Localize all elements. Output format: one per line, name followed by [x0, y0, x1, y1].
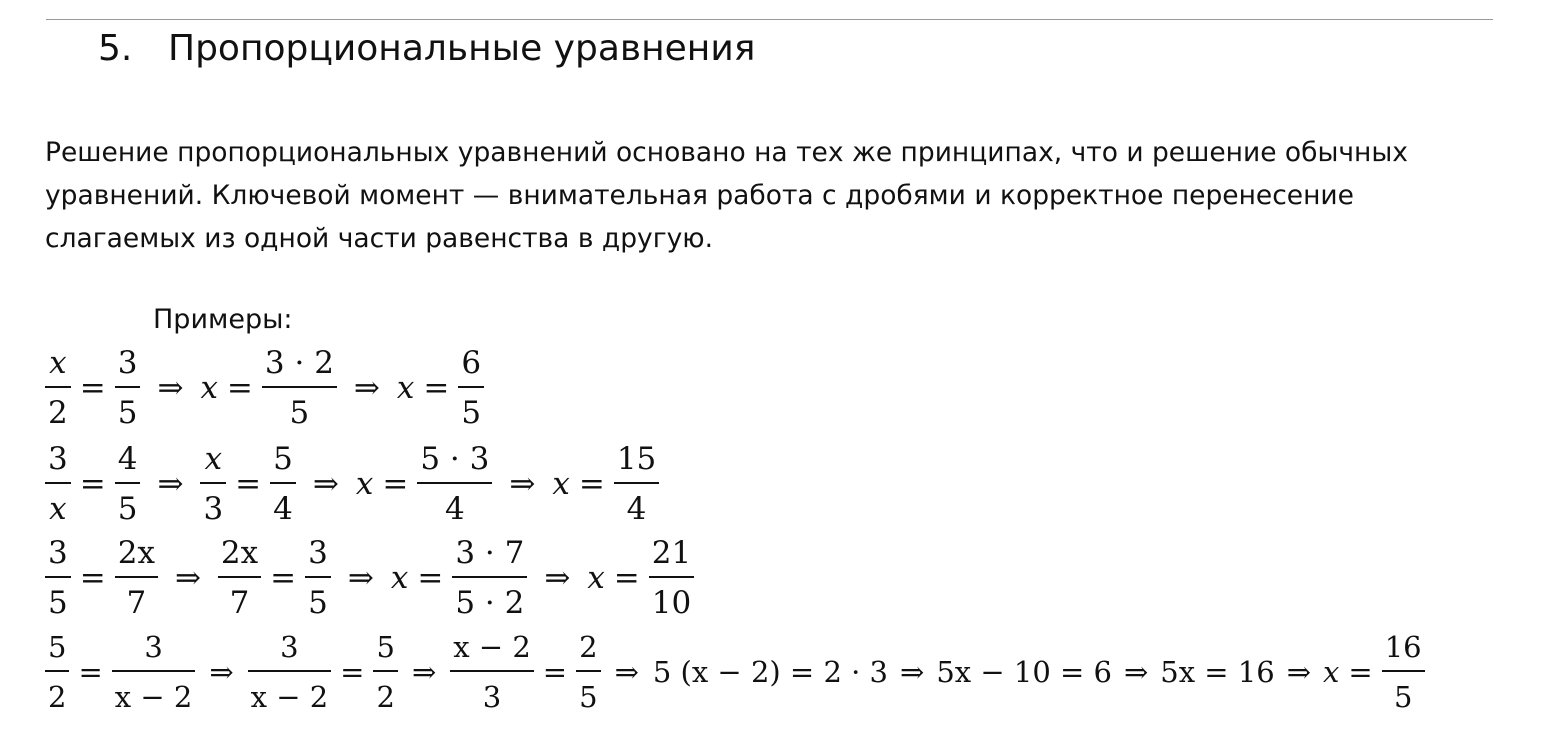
- denominator: 2: [48, 680, 67, 714]
- fraction-bar: [45, 576, 71, 578]
- numerator: 5: [273, 441, 293, 477]
- fraction: [248, 628, 332, 716]
- implies-arrow: ⇒: [614, 655, 639, 689]
- equals-sign: =: [79, 466, 106, 502]
- fraction-bar: [1382, 670, 1425, 672]
- fraction-bar: [115, 482, 141, 484]
- fraction-bar: [218, 576, 261, 578]
- fraction-bar: [373, 670, 397, 672]
- equals-sign: =: [382, 466, 409, 502]
- numerator: 4: [117, 441, 138, 477]
- fraction-bar: [270, 482, 296, 484]
- numerator: 2x: [220, 535, 259, 571]
- variable: x: [200, 370, 218, 406]
- equation-1: [45, 342, 484, 434]
- numerator: 3: [117, 345, 138, 381]
- denominator: 4: [444, 491, 465, 527]
- fraction-bar: [45, 670, 69, 672]
- implies-arrow: ⇒: [509, 466, 536, 502]
- implies-arrow: ⇒: [1286, 655, 1312, 689]
- fraction: [305, 534, 331, 622]
- variable: x: [587, 560, 605, 596]
- equation-2: [45, 438, 659, 530]
- fraction: [373, 628, 397, 716]
- denominator: 5: [117, 395, 138, 431]
- denominator: 5 · 2: [455, 585, 525, 621]
- denominator: 7: [229, 585, 250, 621]
- fraction: [112, 628, 196, 716]
- numerator: 16: [1384, 630, 1422, 664]
- fraction: [115, 534, 158, 622]
- numerator: 3 · 2: [264, 345, 334, 381]
- numerator: 5: [376, 630, 395, 664]
- denominator: 5: [289, 395, 310, 431]
- fraction: [450, 628, 534, 716]
- numerator: x: [49, 345, 67, 381]
- fraction-bar: [200, 482, 226, 484]
- equals-sign: =: [79, 370, 106, 406]
- fraction: [218, 534, 261, 622]
- denominator: 4: [626, 491, 647, 527]
- fraction-bar: [45, 482, 71, 484]
- equation-step: 5x = 16: [1160, 655, 1275, 689]
- variable: x: [355, 466, 374, 502]
- numerator: 3 · 7: [455, 535, 525, 571]
- implies-arrow: ⇒: [174, 560, 201, 596]
- denominator: 5: [461, 395, 482, 431]
- fraction: [115, 440, 141, 528]
- section-number: 5.: [98, 28, 133, 69]
- equals-sign: =: [340, 655, 365, 689]
- implies-arrow: ⇒: [312, 466, 339, 502]
- fraction: [45, 628, 69, 716]
- intro-paragraph: [45, 131, 1505, 260]
- implies-arrow: ⇒: [1123, 655, 1149, 689]
- fraction: [614, 440, 659, 528]
- fraction: [576, 628, 600, 716]
- equals-sign: =: [270, 560, 297, 596]
- intro-line: Решение пропорциональных уравнений основано на тех же принципах, что и решение обычных: [45, 137, 1408, 168]
- fraction-bar: [649, 576, 694, 578]
- denominator: 5: [48, 585, 68, 621]
- implies-arrow: ⇒: [353, 370, 380, 406]
- numerator: 5: [48, 630, 67, 664]
- equals-sign: =: [79, 560, 106, 596]
- equals-sign: =: [226, 370, 253, 406]
- denominator: 5: [117, 491, 138, 527]
- denominator: x: [49, 491, 67, 527]
- equals-sign: =: [1348, 655, 1373, 689]
- implies-arrow: ⇒: [157, 370, 184, 406]
- numerator: x: [204, 441, 223, 477]
- fraction-bar: [262, 386, 337, 388]
- variable: x: [396, 370, 415, 406]
- fraction-bar: [305, 576, 331, 578]
- fraction-bar: [450, 670, 534, 672]
- denominator: 3: [482, 680, 502, 714]
- fraction: [270, 440, 296, 528]
- numerator: x − 2: [453, 630, 531, 664]
- fraction: [649, 534, 694, 622]
- numerator: 3: [280, 630, 299, 664]
- numerator: 2x: [117, 535, 155, 571]
- intro-line: слагаемых из одной части равенства в другую.: [45, 223, 714, 254]
- implies-arrow: ⇒: [544, 560, 571, 596]
- implies-arrow: ⇒: [157, 466, 184, 502]
- variable: x: [1323, 655, 1340, 689]
- numerator: 3: [48, 441, 68, 477]
- top-rule: [46, 19, 1493, 20]
- numerator: 5 · 3: [420, 441, 490, 477]
- equals-sign: =: [542, 655, 568, 689]
- fraction-bar: [576, 670, 600, 672]
- equation-step: 5x − 10 = 6: [936, 655, 1112, 689]
- denominator: 10: [651, 585, 692, 621]
- denominator: 3: [203, 491, 224, 527]
- variable: x: [552, 466, 570, 502]
- denominator: x − 2: [114, 680, 193, 714]
- numerator: 3: [48, 535, 68, 571]
- variable: x: [390, 560, 409, 596]
- fraction: [45, 440, 71, 528]
- denominator: 5: [1393, 680, 1413, 714]
- section-heading: [98, 24, 755, 74]
- denominator: 5: [579, 680, 598, 714]
- denominator: x − 2: [250, 680, 329, 714]
- numerator: 3: [144, 630, 163, 664]
- fraction: [452, 534, 527, 622]
- numerator: 2: [579, 630, 598, 664]
- fraction-bar: [614, 482, 659, 484]
- equals-sign: =: [78, 655, 103, 689]
- implies-arrow: ⇒: [900, 655, 925, 689]
- fraction-bar: [417, 482, 492, 484]
- numerator: 15: [616, 441, 657, 477]
- denominator: 7: [126, 585, 147, 621]
- numerator: 6: [461, 345, 482, 381]
- equals-sign: =: [423, 370, 450, 406]
- implies-arrow: ⇒: [347, 560, 374, 596]
- fraction-bar: [45, 386, 71, 388]
- equals-sign: =: [578, 466, 605, 502]
- fraction: [417, 440, 492, 528]
- equation-3: [45, 532, 694, 624]
- denominator: 2: [376, 680, 395, 714]
- fraction: [45, 344, 71, 432]
- fraction: [115, 344, 141, 432]
- fraction-bar: [115, 576, 158, 578]
- implies-arrow: ⇒: [209, 655, 234, 689]
- fraction-bar: [452, 576, 527, 578]
- equals-sign: =: [417, 560, 444, 596]
- fraction-bar: [112, 670, 196, 672]
- fraction-bar: [458, 386, 484, 388]
- equals-sign: =: [235, 466, 262, 502]
- equation-4: [45, 626, 1425, 718]
- denominator: 4: [273, 491, 293, 527]
- denominator: 5: [308, 585, 328, 621]
- fraction: [200, 440, 226, 528]
- fraction-bar: [248, 670, 332, 672]
- equals-sign: =: [613, 560, 640, 596]
- fraction: [458, 344, 484, 432]
- intro-line: уравнений. Ключевой момент — внимательная работа с дробями и корректное перенесение: [45, 180, 1354, 211]
- fraction: [1382, 628, 1425, 716]
- section-title: Пропорциональные уравнения: [168, 28, 756, 69]
- equation-step: 5 (x − 2) = 2 · 3: [652, 655, 889, 689]
- fraction: [45, 534, 71, 622]
- numerator: 21: [651, 535, 692, 571]
- numerator: 3: [308, 535, 328, 571]
- fraction-bar: [115, 386, 141, 388]
- examples-label: Примеры:: [153, 304, 293, 335]
- implies-arrow: ⇒: [411, 655, 437, 689]
- fraction: [262, 344, 337, 432]
- denominator: 2: [48, 395, 68, 431]
